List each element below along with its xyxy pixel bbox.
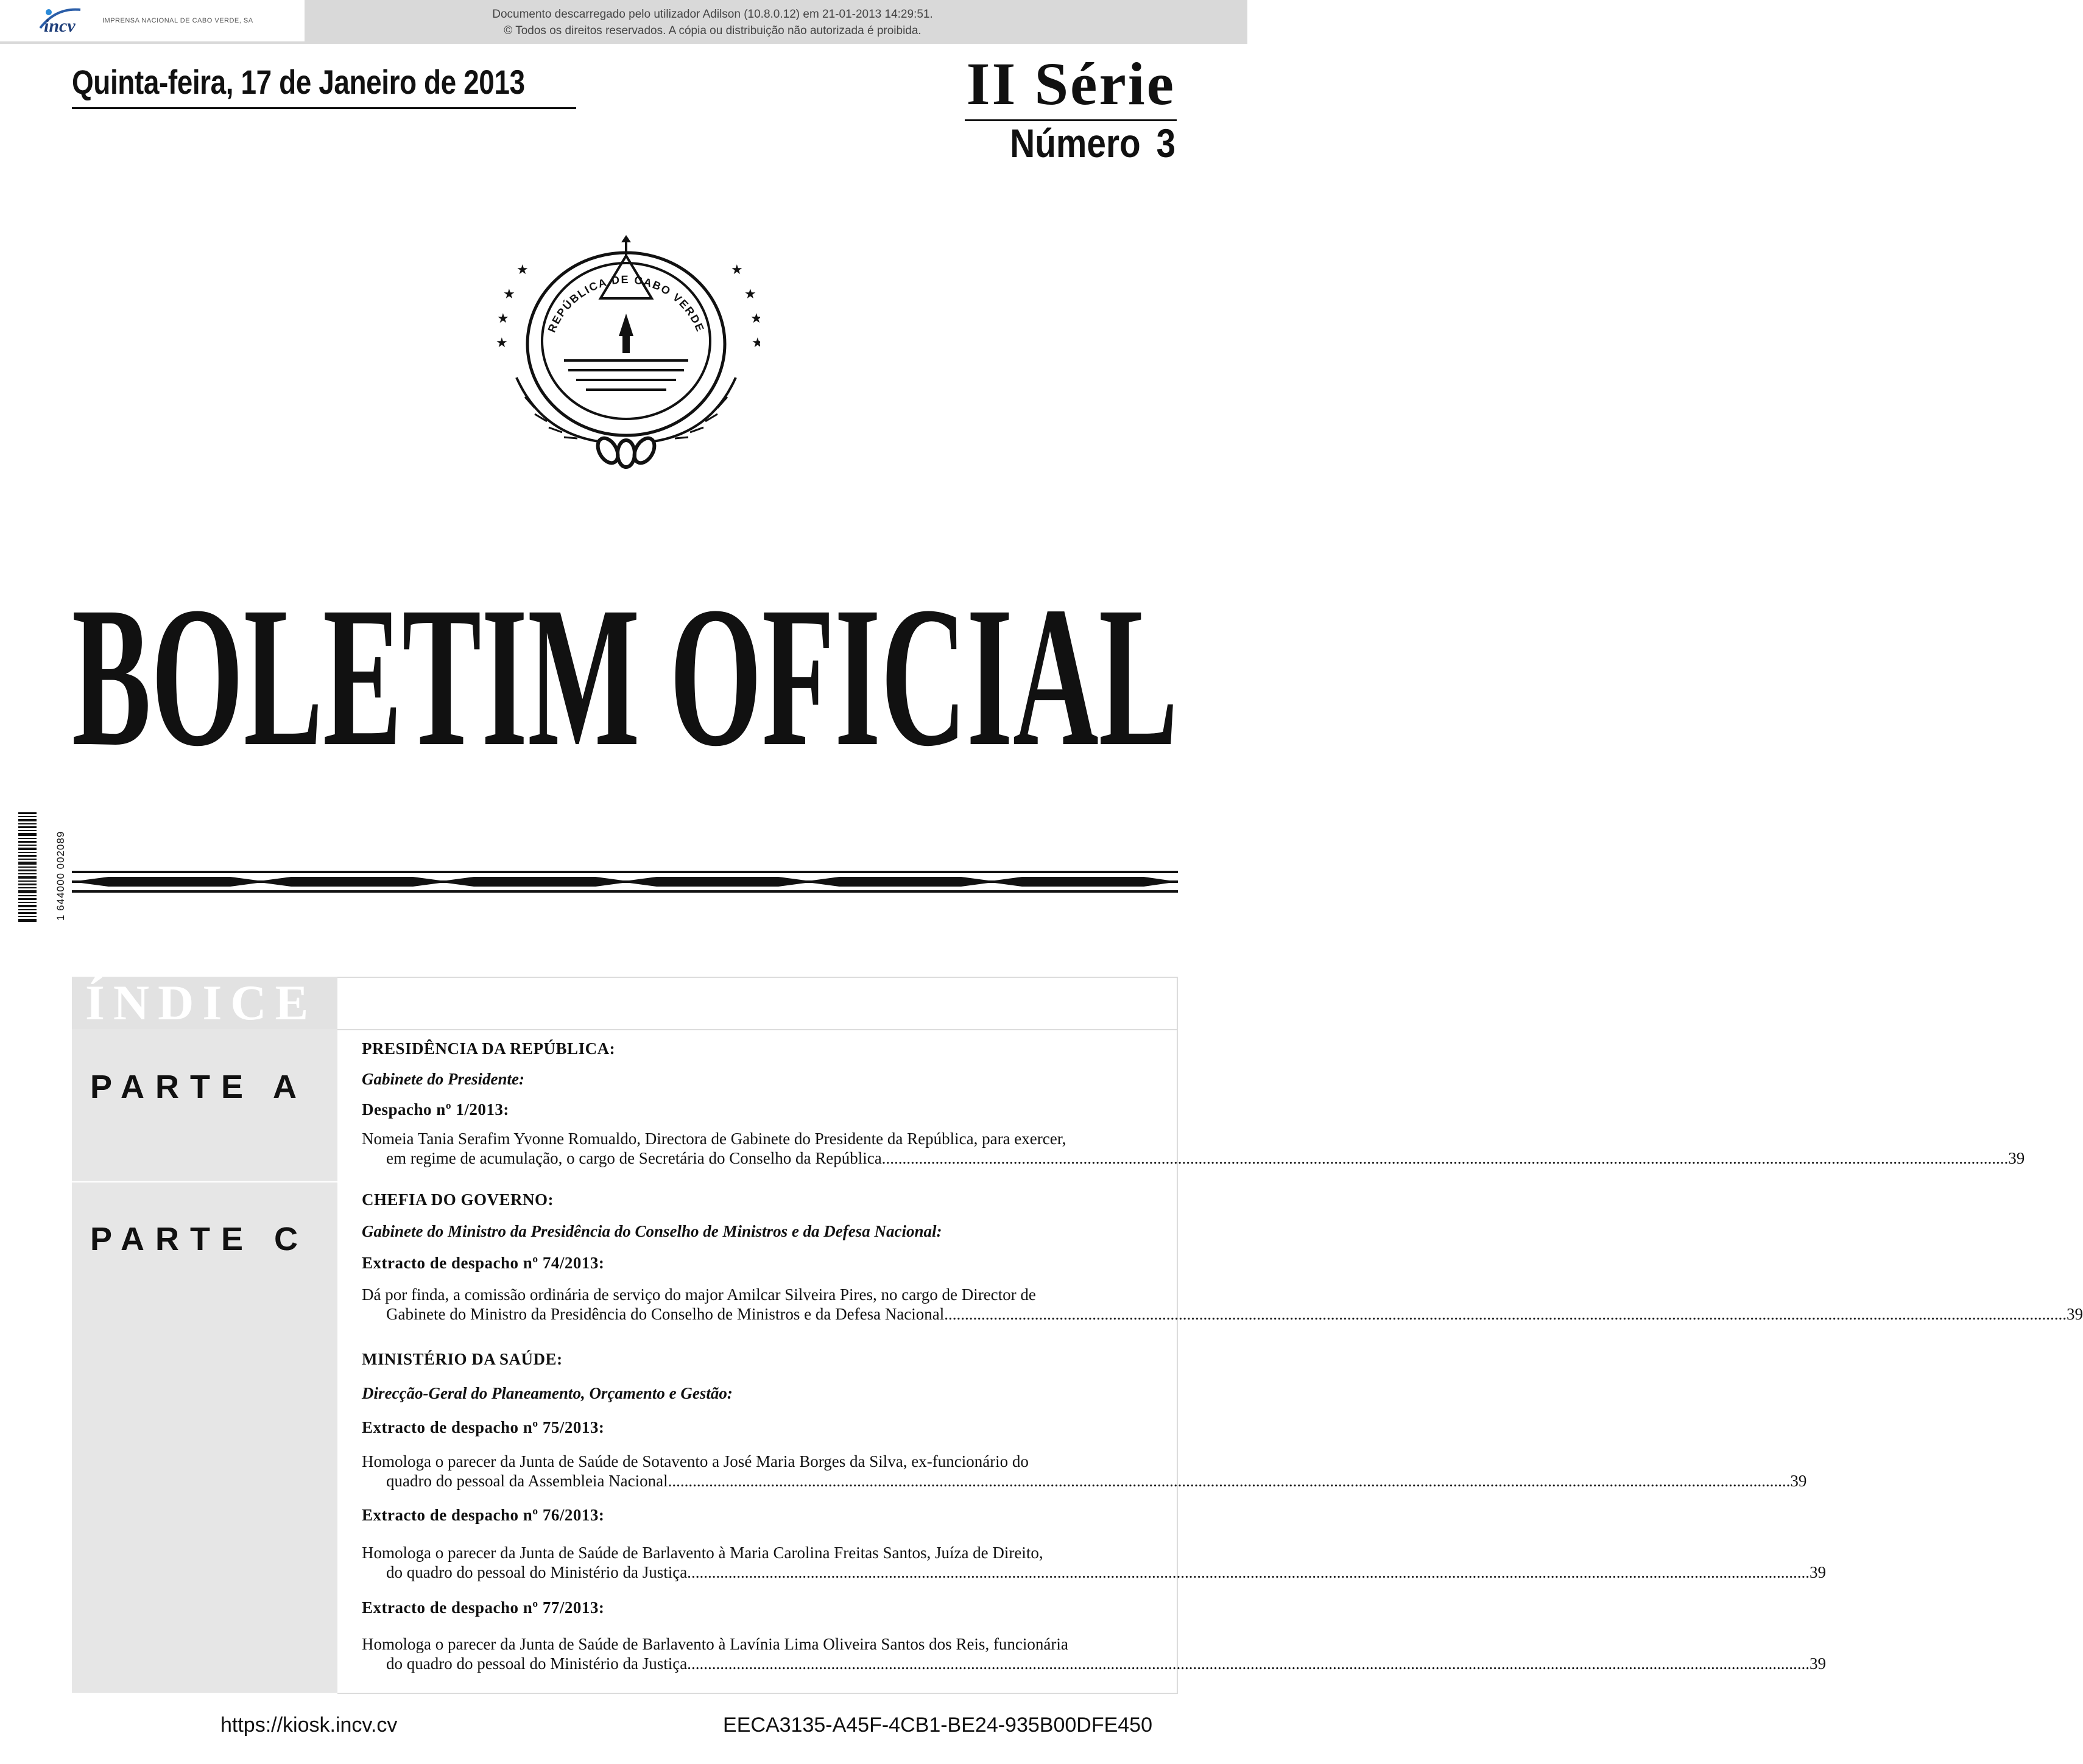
index-header-rule [337,1029,1178,1030]
entry-line: Dá por finda, a comissão ordinária de serviço do major Amilcar Silveira Pires, no cargo de Director de [362,1285,1036,1304]
entry-line: do quadro do pessoal do Ministério da Justiça. [386,1654,691,1673]
number-value: 3 [1156,121,1175,166]
masthead-text: BOLETIM OFICIAL [72,566,1178,788]
entry-line: Homologa o parecer da Junta de Saúde de Barlavento à Maria Carolina Freitas Santos, Juíza de Direito, [362,1544,1043,1562]
coat-of-arms-icon [492,231,760,475]
barcode-number: 1 644000 002089 [55,831,66,921]
incv-logo-icon [38,4,99,38]
entry-act: Extracto de despacho nº 76/2013: [362,1506,605,1524]
svg-text:★: ★ [752,336,760,351]
entry-line: Homologa o parecer da Junta de Saúde de Sotavento a José Maria Borges da Silva, ex-funcionário do [362,1452,1029,1471]
entry-line: em regime de acumulação, o cargo de Secretária do Conselho da República.. [386,1149,890,1167]
national-seal [492,231,760,475]
barcode-icon [18,812,37,922]
svg-text:★: ★ [497,311,509,326]
entry-heading: PRESIDÊNCIA DA REPÚBLICA: [362,1039,616,1058]
entry-subheading: Direcção-Geral do Planeamento, Orçamento e Gestão: [362,1384,733,1402]
entry-description [362,1129,2025,1168]
svg-text:★: ★ [496,336,508,351]
kiosk-link[interactable]: https://kiosk.incv.cv [220,1713,398,1737]
rights-notice-line: © Todos os direitos reservados. A cópia ou distribuição não autorizada é proibida. [504,24,922,37]
decorative-double-rule [72,870,1178,894]
entry-subheading: Gabinete do Ministro da Presidência do Conselho de Ministros e da Defesa Nacional: [362,1222,942,1240]
entry-line: do quadro do pessoal do Ministério da Justiça. [386,1563,691,1581]
series-title: II Série [966,50,1175,118]
download-notice-line: Documento descarregado pelo utilizador Adilson (10.8.0.12) em 21-01-2013 14:29:51. [492,8,933,21]
document-hash: EECA3135-A45F-4CB1-BE24-935B00DFE450 [723,1713,1152,1737]
index-section [72,975,2083,1693]
entry-line: Homologa o parecer da Junta de Saúde de Barlavento à Lavínia Lima Oliveira Santos dos Reis, funcionária [362,1635,1068,1653]
entry-act: Extracto de despacho nº 74/2013: [362,1254,605,1272]
part-c-label: PARTE C [90,1221,309,1257]
entry-heading: CHEFIA DO GOVERNO: [362,1190,554,1209]
entry-page: 39 [1809,1563,1826,1581]
svg-text:★: ★ [744,287,756,302]
issue-number [1010,122,1175,164]
part-separator [72,1181,337,1182]
issue-date: Quinta-feira, 17 de Janeiro de 2013 [72,63,525,101]
svg-text:★: ★ [731,262,743,278]
entry-act: Extracto de despacho nº 77/2013: [362,1598,605,1617]
part-a-label: PARTE A [90,1069,308,1105]
entry-page: 39 [2008,1149,2025,1167]
svg-text:★: ★ [750,311,760,326]
entry-description [362,1285,2083,1324]
entry-subheading: Gabinete do Presidente: [362,1070,524,1088]
index-title-box [72,977,337,1029]
masthead-title [72,566,1178,788]
entry-line: Nomeia Tania Serafim Yvonne Romualdo, Directora de Gabinete do Presidente da República, para exercer, [362,1130,1066,1148]
entry-line: quadro do pessoal da Assembleia Nacional. [386,1472,672,1490]
entry-page: 39 [1809,1654,1826,1673]
publisher-logo-box [0,0,305,41]
download-banner [0,0,1247,44]
entry-act: Despacho nº 1/2013: [362,1100,509,1119]
entry-heading: MINISTÉRIO DA SAÚDE: [362,1350,563,1368]
date-underline [72,107,576,109]
entry-page: 39 [1790,1472,1807,1490]
seal-text: REPÚBLICA DE CABO VERDE [545,273,707,334]
entry-page: 39 [2067,1305,2083,1323]
number-label: Número [1010,121,1141,166]
entry-act: Extracto de despacho nº 75/2013: [362,1418,605,1436]
entry-description [362,1634,1826,1673]
download-notice [378,6,1048,39]
index-title: ÍNDICE [85,975,317,1030]
svg-text:★: ★ [516,262,529,278]
entry-description [362,1543,1826,1582]
entry-description [362,1452,1807,1491]
svg-text:incv: incv [44,16,76,36]
svg-text:★: ★ [503,287,515,302]
publisher-name: IMPRENSA NACIONAL DE CABO VERDE, SA [102,17,253,24]
entry-line: Gabinete do Ministro da Presidência do Conselho de Ministros e da Defesa Nacional. [386,1305,949,1323]
